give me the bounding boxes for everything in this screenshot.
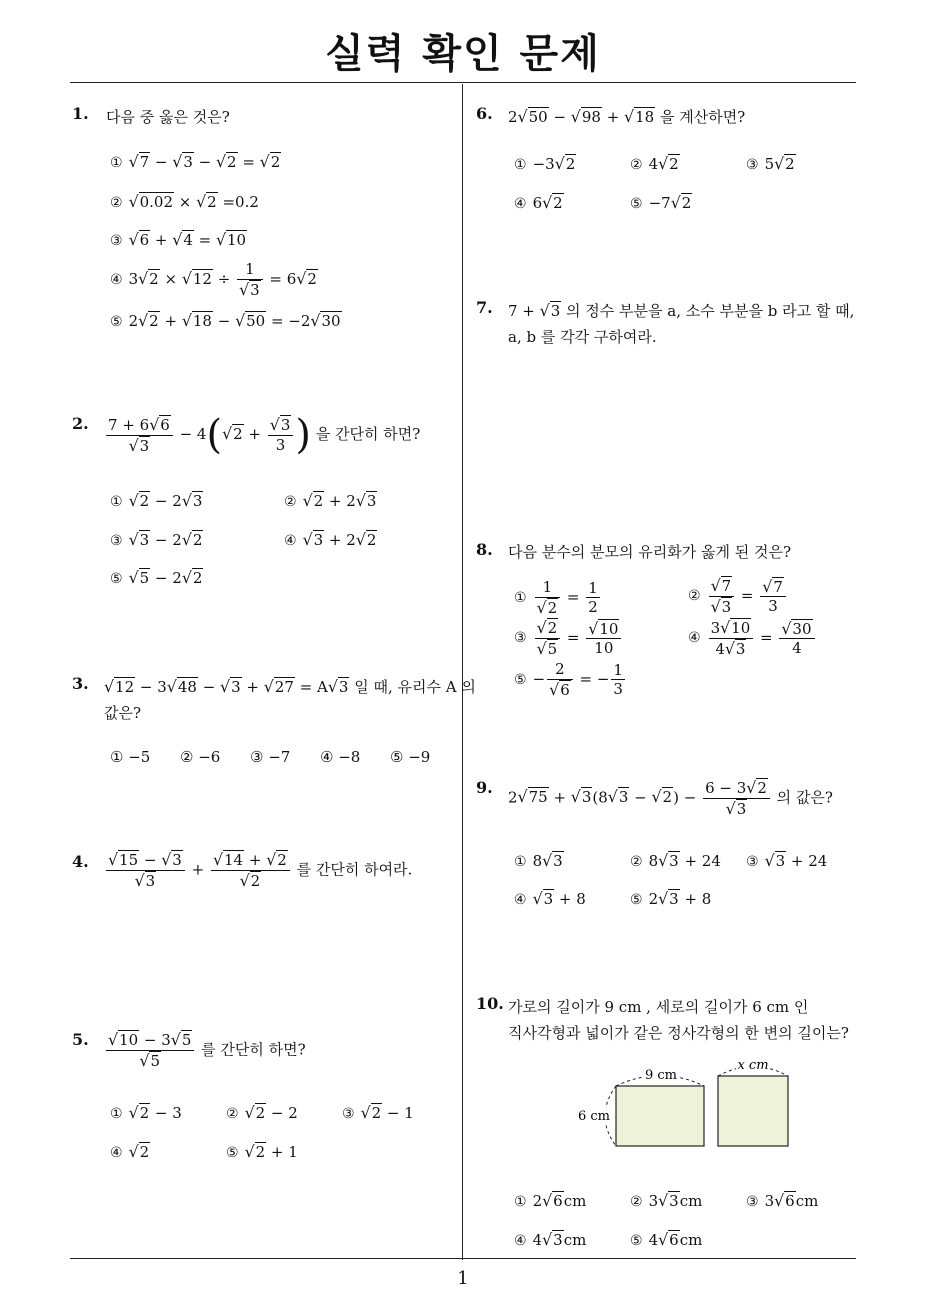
rectangle-shape [616, 1086, 704, 1146]
q10-option-5[interactable]: ⑤ 4√6cm [630, 1230, 703, 1249]
q10-option-1[interactable]: ① 2√6cm [514, 1191, 587, 1210]
q10-number: 10. [476, 994, 504, 1013]
q6-number: 6. [476, 104, 493, 123]
q8-option-4[interactable]: ④ $\frac{3√10}{4√3}$ = $\frac{√30}{4}$ [688, 618, 817, 659]
q7-line2: a, b 를 각각 구하여라. [508, 328, 657, 346]
q1-stem: 다음 중 옳은 것은? [106, 108, 230, 126]
q6-option-1[interactable]: ① −3√2 [514, 154, 576, 173]
q3-number: 3. [72, 674, 89, 693]
q2-option-3[interactable]: ③ √3 − 2√2 [110, 530, 203, 549]
q5-option-1[interactable]: ① √2 − 3 [110, 1103, 182, 1122]
q10-line1: 가로의 길이가 9 cm , 세로의 길이가 6 cm 인 [508, 998, 809, 1016]
q5-option-3[interactable]: ③ √2 − 1 [342, 1103, 414, 1122]
q6-option-5[interactable]: ⑤ −7√2 [630, 193, 692, 212]
q5-option-2[interactable]: ② √2 − 2 [226, 1103, 298, 1122]
q10-option-2[interactable]: ② 3√3cm [630, 1191, 703, 1210]
q5-option-4[interactable]: ④ √2 [110, 1142, 150, 1161]
q9-option-5[interactable]: ⑤ 2√3 + 8 [630, 889, 712, 908]
q4-number: 4. [72, 852, 89, 871]
q2-suffix: 을 간단히 하면? [315, 425, 421, 443]
side-label: x cm [737, 1058, 769, 1073]
q1-number: 1. [72, 104, 89, 123]
q10-line2: 직사각형과 넓이가 같은 정사각형의 한 변의 길이는? [508, 1024, 849, 1042]
q2-option-4[interactable]: ④ √3 + 2√2 [284, 530, 377, 549]
q7-stem: 7 + √3 의 정수 부분을 a, 소수 부분을 b 라고 할 때, [508, 301, 855, 320]
q10-option-4[interactable]: ④ 4√3cm [514, 1230, 587, 1249]
q1-option-3[interactable]: ③ √6 + √4 = √10 [110, 230, 247, 249]
height-label: 6 cm [577, 1109, 611, 1124]
q9-option-3[interactable]: ③ √3 + 24 [746, 851, 828, 870]
q3-option-2[interactable]: ② −6 [180, 748, 221, 766]
q8-option-5[interactable]: ⑤ − $\frac{2}{√6}$ = − $\frac{1}{3}$ [514, 660, 623, 699]
q6-option-4[interactable]: ④ 6√2 [514, 193, 563, 212]
q9-number: 9. [476, 778, 493, 797]
column-divider [462, 84, 463, 1260]
q3-line2: 값은? [104, 704, 142, 722]
q6-suffix: 을 계산하면? [659, 108, 746, 126]
bottom-rule [70, 1258, 856, 1259]
q1-option-1[interactable]: ① √7 − √3 − √2 = √2 [110, 152, 281, 171]
q9-stem: 2√75 + √3(8√3 − √2) − $\frac{6 - 3√2}{√3}$ 의 값은? [508, 778, 833, 818]
q7-line1-suffix: 의 정수 부분을 a, 소수 부분을 b 라고 할 때, [566, 302, 855, 320]
q6-option-3[interactable]: ③ 5√2 [746, 154, 795, 173]
q3-suffix: 일 때, 유리수 A 의 [354, 678, 476, 696]
q8-stem: 다음 분수의 분모의 유리화가 옳게 된 것은? [508, 543, 791, 561]
q8-number: 8. [476, 540, 493, 559]
page-title: 실력 확인 문제 [325, 31, 601, 77]
q2-option-2[interactable]: ② √2 + 2√3 [284, 491, 377, 510]
q2-stem: $\frac{7 + 6√6}{√3}$ − 4(√2 + $\frac{√3}{3}$ ) 을 간단히 하면? [108, 412, 421, 458]
q2-number: 2. [72, 414, 89, 433]
q1-option-2[interactable]: ② √0.02 × √2 =0.2 [110, 192, 259, 211]
q3-option-5[interactable]: ⑤ −9 [390, 748, 431, 766]
square-shape [718, 1076, 788, 1146]
q10-figure [570, 1055, 800, 1155]
q7-number: 7. [476, 298, 493, 317]
q3-option-3[interactable]: ③ −7 [250, 748, 291, 766]
q8-option-1[interactable]: ① $\frac{1}{√2}$ = $\frac{1}{2}$ [514, 578, 598, 617]
q3-option-4[interactable]: ④ −8 [320, 748, 361, 766]
q2-option-5[interactable]: ⑤ √5 − 2√2 [110, 568, 203, 587]
width-label: 9 cm [644, 1068, 678, 1083]
q6-option-2[interactable]: ② 4√2 [630, 154, 679, 173]
q8-option-3[interactable]: ③ $\frac{√2}{√5}$ = $\frac{√10}{10}$ [514, 618, 623, 659]
top-rule [70, 82, 856, 83]
q1-option-5[interactable]: ⑤ 2√2 + √18 − √50 = −2√30 [110, 311, 341, 330]
q4-suffix: 를 간단히 하여라. [296, 860, 413, 879]
q5-stem: $\frac{√10 - 3√5}{√5}$ 를 간단히 하면? [108, 1030, 306, 1070]
q9-option-1[interactable]: ① 8√3 [514, 851, 563, 870]
q1-option-4[interactable]: ④ 3√2 × √12 ÷ $\frac{1}{√3}$ = 6√2 [110, 260, 317, 299]
q6-stem: 2√50 − √98 + √18 을 계산하면? [508, 107, 746, 126]
q9-option-4[interactable]: ④ √3 + 8 [514, 889, 586, 908]
q9-option-2[interactable]: ② 8√3 + 24 [630, 851, 721, 870]
q5-suffix: 를 간단히 하면? [201, 1040, 306, 1059]
q4-stem: $\frac{√15 - √3}{√3}$ + $\frac{√14 + √2}{√2}$ 를 간단히 하여라. [108, 850, 413, 890]
q2-option-1[interactable]: ① √2 − 2√3 [110, 491, 203, 510]
q10-option-3[interactable]: ③ 3√6cm [746, 1191, 819, 1210]
q8-option-2[interactable]: ② $\frac{√7}{√3}$ = $\frac{√7}{3}$ [688, 576, 788, 617]
q3-option-1[interactable]: ① −5 [110, 748, 151, 766]
page-number: 1 [457, 1268, 469, 1289]
q3-stem: √12 − 3√48 − √3 + √27 = A√3 일 때, 유리수 A 의 [104, 677, 476, 696]
q9-suffix: 의 값은? [776, 788, 833, 807]
q5-option-5[interactable]: ⑤ √2 + 1 [226, 1142, 298, 1161]
q5-number: 5. [72, 1030, 89, 1049]
